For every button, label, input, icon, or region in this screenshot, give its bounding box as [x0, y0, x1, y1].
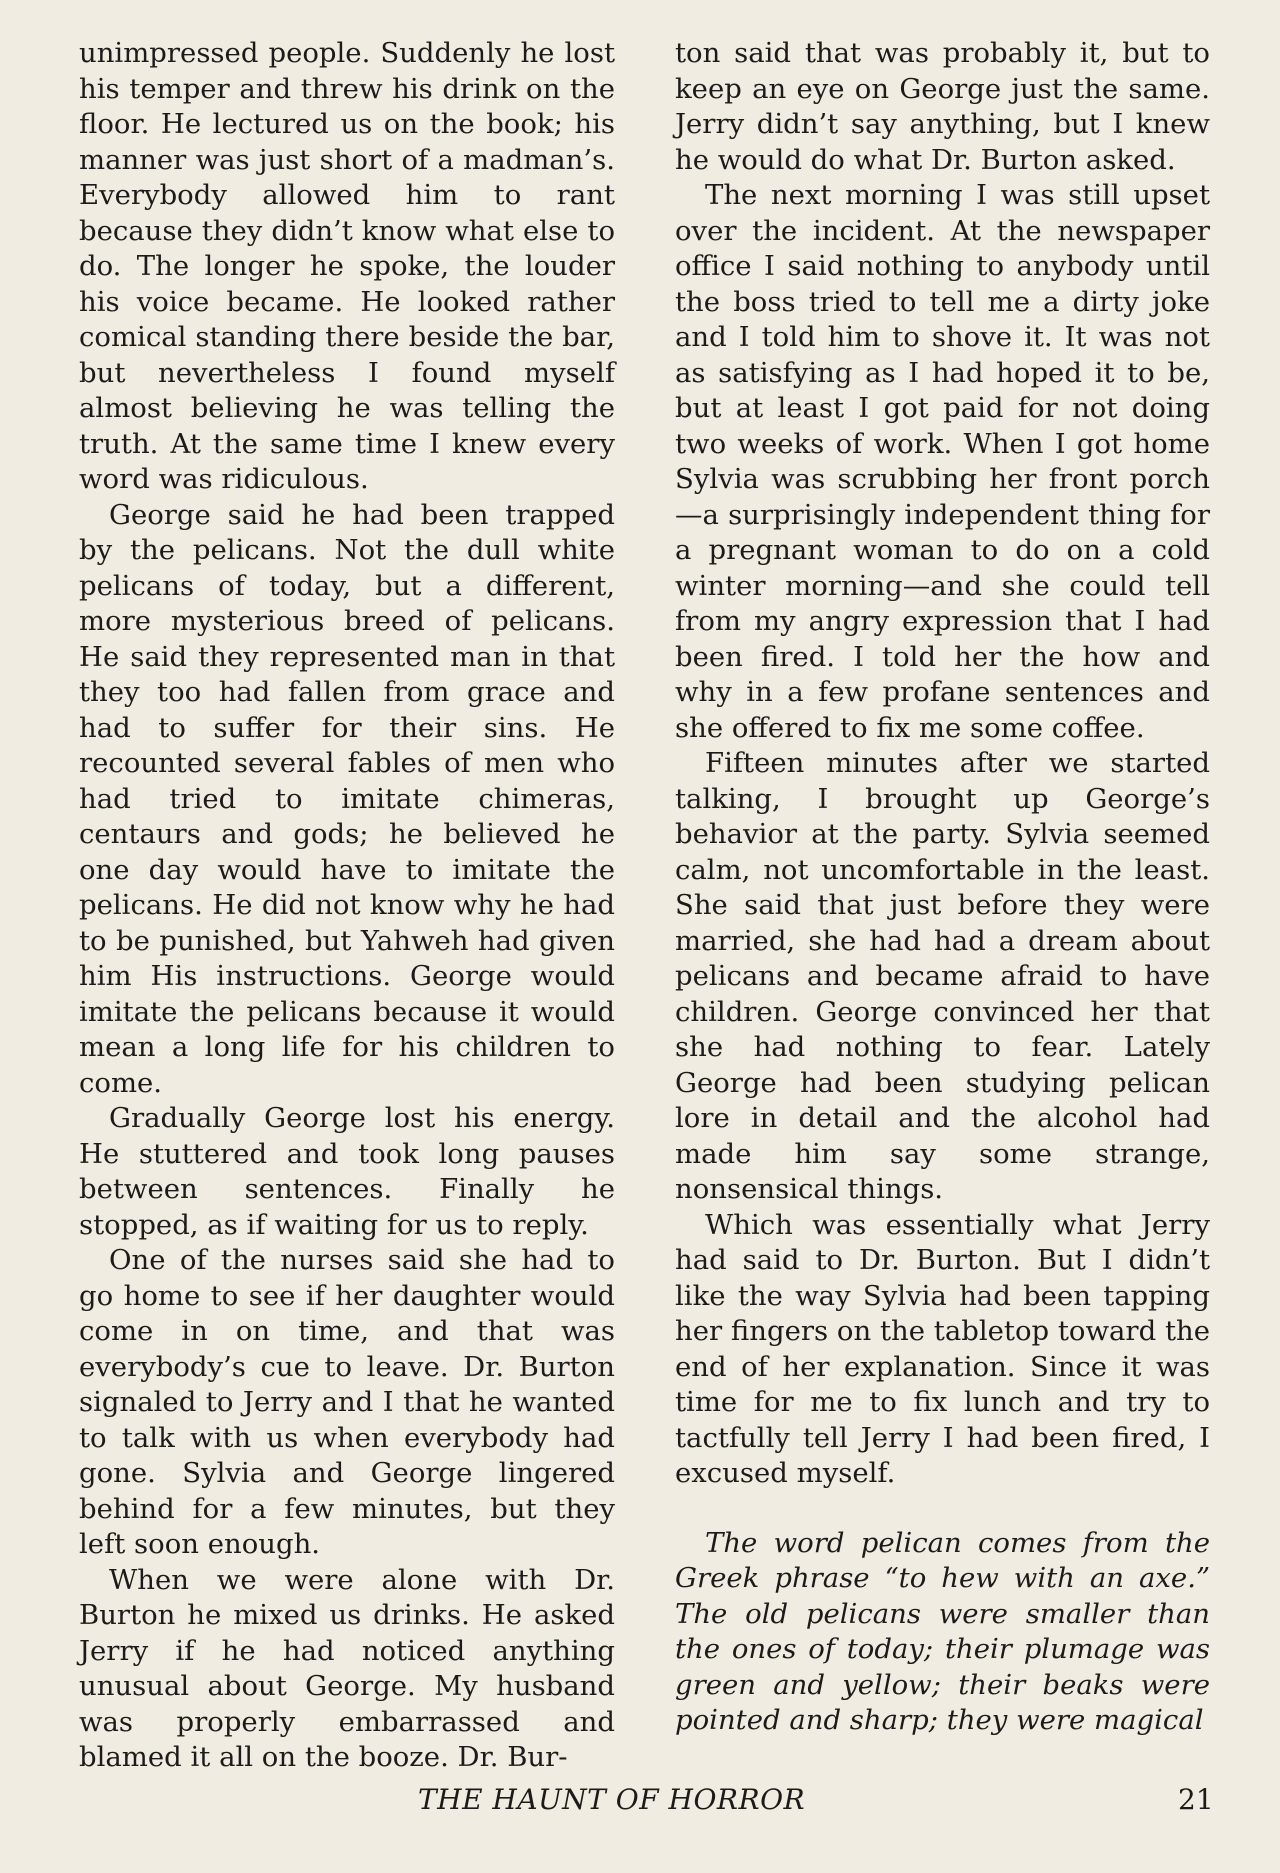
page-number: 21 [1178, 1783, 1214, 1816]
left-column [79, 36, 615, 1776]
left-paragraph-1: unimpressed people. Suddenly he lost his temper and threw his drink on the floor. He lectured us on the book; his manner was just short of a madman’s. Everybody allowed him to rant because they didn’t know what else to do. The longer he spoke, the louder his voice became. He looked rather comical standing there beside the bar, but nevertheless I found myself almost believing he was telling the truth. At the same time I knew every word was ridiculous. [79, 37, 615, 495]
right-paragraph-3: Fifteen minutes after we started talking, I brought up George’s behavior at the party. Sylvia seemed calm, not uncomfortable in the least. She said that just before they were married, she had had a dream about pelicans and became afraid to have children. George convinced her that she had nothing to fear. Lately George had been studying pelican lore in detail and the alcohol had made him say some strange, nonsensical things. [675, 747, 1210, 1205]
right-column [675, 36, 1210, 1739]
right-paragraph-1: ton said that was probably it, but to keep an eye on George just the same. Jerry didn’t say anything, but I knew he would do what Dr. Burton asked. [675, 37, 1210, 176]
magazine-title: THE HAUNT OF HORROR [418, 1783, 806, 1816]
left-paragraph-4: One of the nurses said she had to go home to see if her daughter would come in on time, and that was everybody’s cue to leave. Dr. Burton signaled to Jerry and I that he wanted to talk with us when everybody had gone. Sylvia and George lingered behind for a few minutes, but they left soon enough. [79, 1244, 615, 1560]
left-paragraph-3: Gradually George lost his energy. He stuttered and took long pauses between sentences. Finally he stopped, as if waiting for us to reply. [79, 1102, 615, 1241]
left-paragraph-2: George said he had been trapped by the pelicans. Not the dull white pelicans of today, but a different, more mysterious breed of pelicans. He said they represented man in that they too had fallen from grace and had to suffer for their sins. He recounted several fables of men who had tried to imitate chimeras, centaurs and gods; he believed he one day would have to imitate the pelicans. He did not know why he had to be punished, but Yahweh had given him His instructions. George would imitate the pelicans because it would mean a long life for his children to come. [79, 498, 615, 1099]
right-paragraph-2: The next morning I was still upset over the incident. At the newspaper office I said nothing to anybody until the boss tried to tell me a dirty joke and I told him to shove it. It was not as satisfying as I had hoped it to be, but at least I got paid for not doing two weeks of work. When I got home Sylvia was scrubbing her front porch—a surprisingly independent thing for a pregnant woman to do on a cold winter morning—and she could tell from my angry expression that I had been fired. I told her the how and why in a few profane sentences and she offered to fix me some coffee. [675, 179, 1210, 744]
right-paragraph-4: Which was essentially what Jerry had said to Dr. Burton. But I didn’t like the way Sylvia had been tapping her fingers on the tabletop toward the end of her explanation. Since it was time for me to fix lunch and try to tactfully tell Jerry I had been fired, I excused myself. [675, 1208, 1210, 1489]
italic-epigraph: The word pelican comes from the Greek phrase “to hew with an axe.” The old pelicans were smaller than the ones of today; their plumage was green and yellow; their beaks were pointed and sharp; they were magical [675, 1526, 1210, 1736]
left-paragraph-5: When we were alone with Dr. Burton he mixed us drinks. He asked Jerry if he had noticed anything unusual about George. My husband was properly embarrassed and blamed it all on the booze. Dr. Bur- [79, 1563, 615, 1773]
page-footer [0, 1783, 1280, 1823]
